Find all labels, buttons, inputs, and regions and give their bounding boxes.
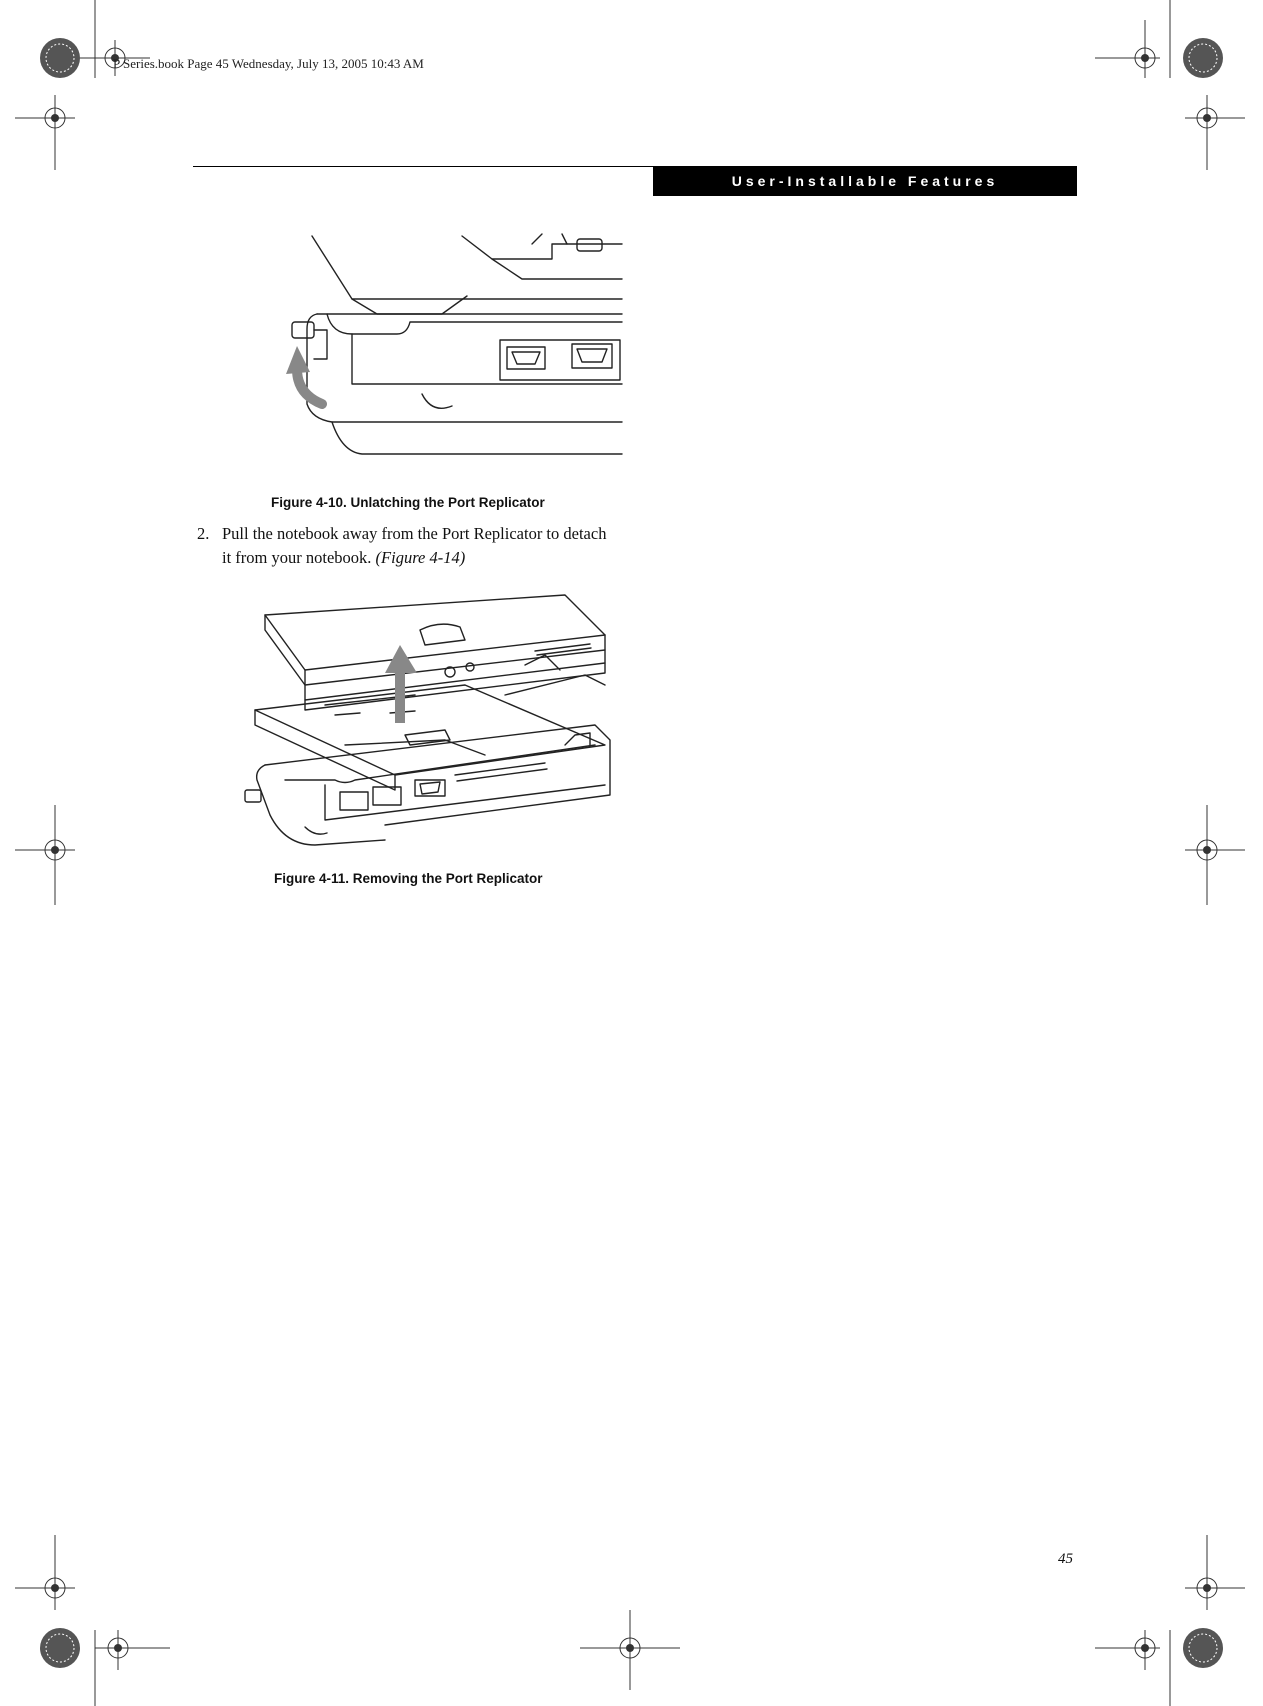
figure-unlatching-illustration	[292, 234, 622, 459]
step-text: Pull the notebook away from the Port Replicator to detach it from your notebook.	[222, 524, 607, 567]
unlatch-arrow-icon	[297, 369, 322, 404]
print-info-line: P Series.book Page 45 Wednesday, July 13, 2005 10:43 AM	[113, 56, 424, 71]
starburst-mark-top-right	[1183, 38, 1223, 78]
starburst-mark-bottom-right	[1183, 1628, 1223, 1668]
section-header: User-Installable Features	[653, 166, 1077, 196]
figure-removing-illustration	[245, 585, 615, 850]
step-number: 2.	[197, 524, 210, 543]
header-rule	[193, 166, 653, 167]
figure-reference-link: (Figure 4-14)	[375, 548, 466, 567]
starburst-mark-bottom-left	[40, 1628, 80, 1668]
page-number: 45	[1058, 1551, 1073, 1567]
figure-4-11-caption: Figure 4-11. Removing the Port Replicator	[274, 871, 543, 886]
step-text-block	[197, 522, 617, 570]
step-2	[197, 522, 617, 570]
figure-4-10-caption: Figure 4-10. Unlatching the Port Replicator	[271, 495, 545, 510]
starburst-mark-top-left	[40, 38, 80, 78]
